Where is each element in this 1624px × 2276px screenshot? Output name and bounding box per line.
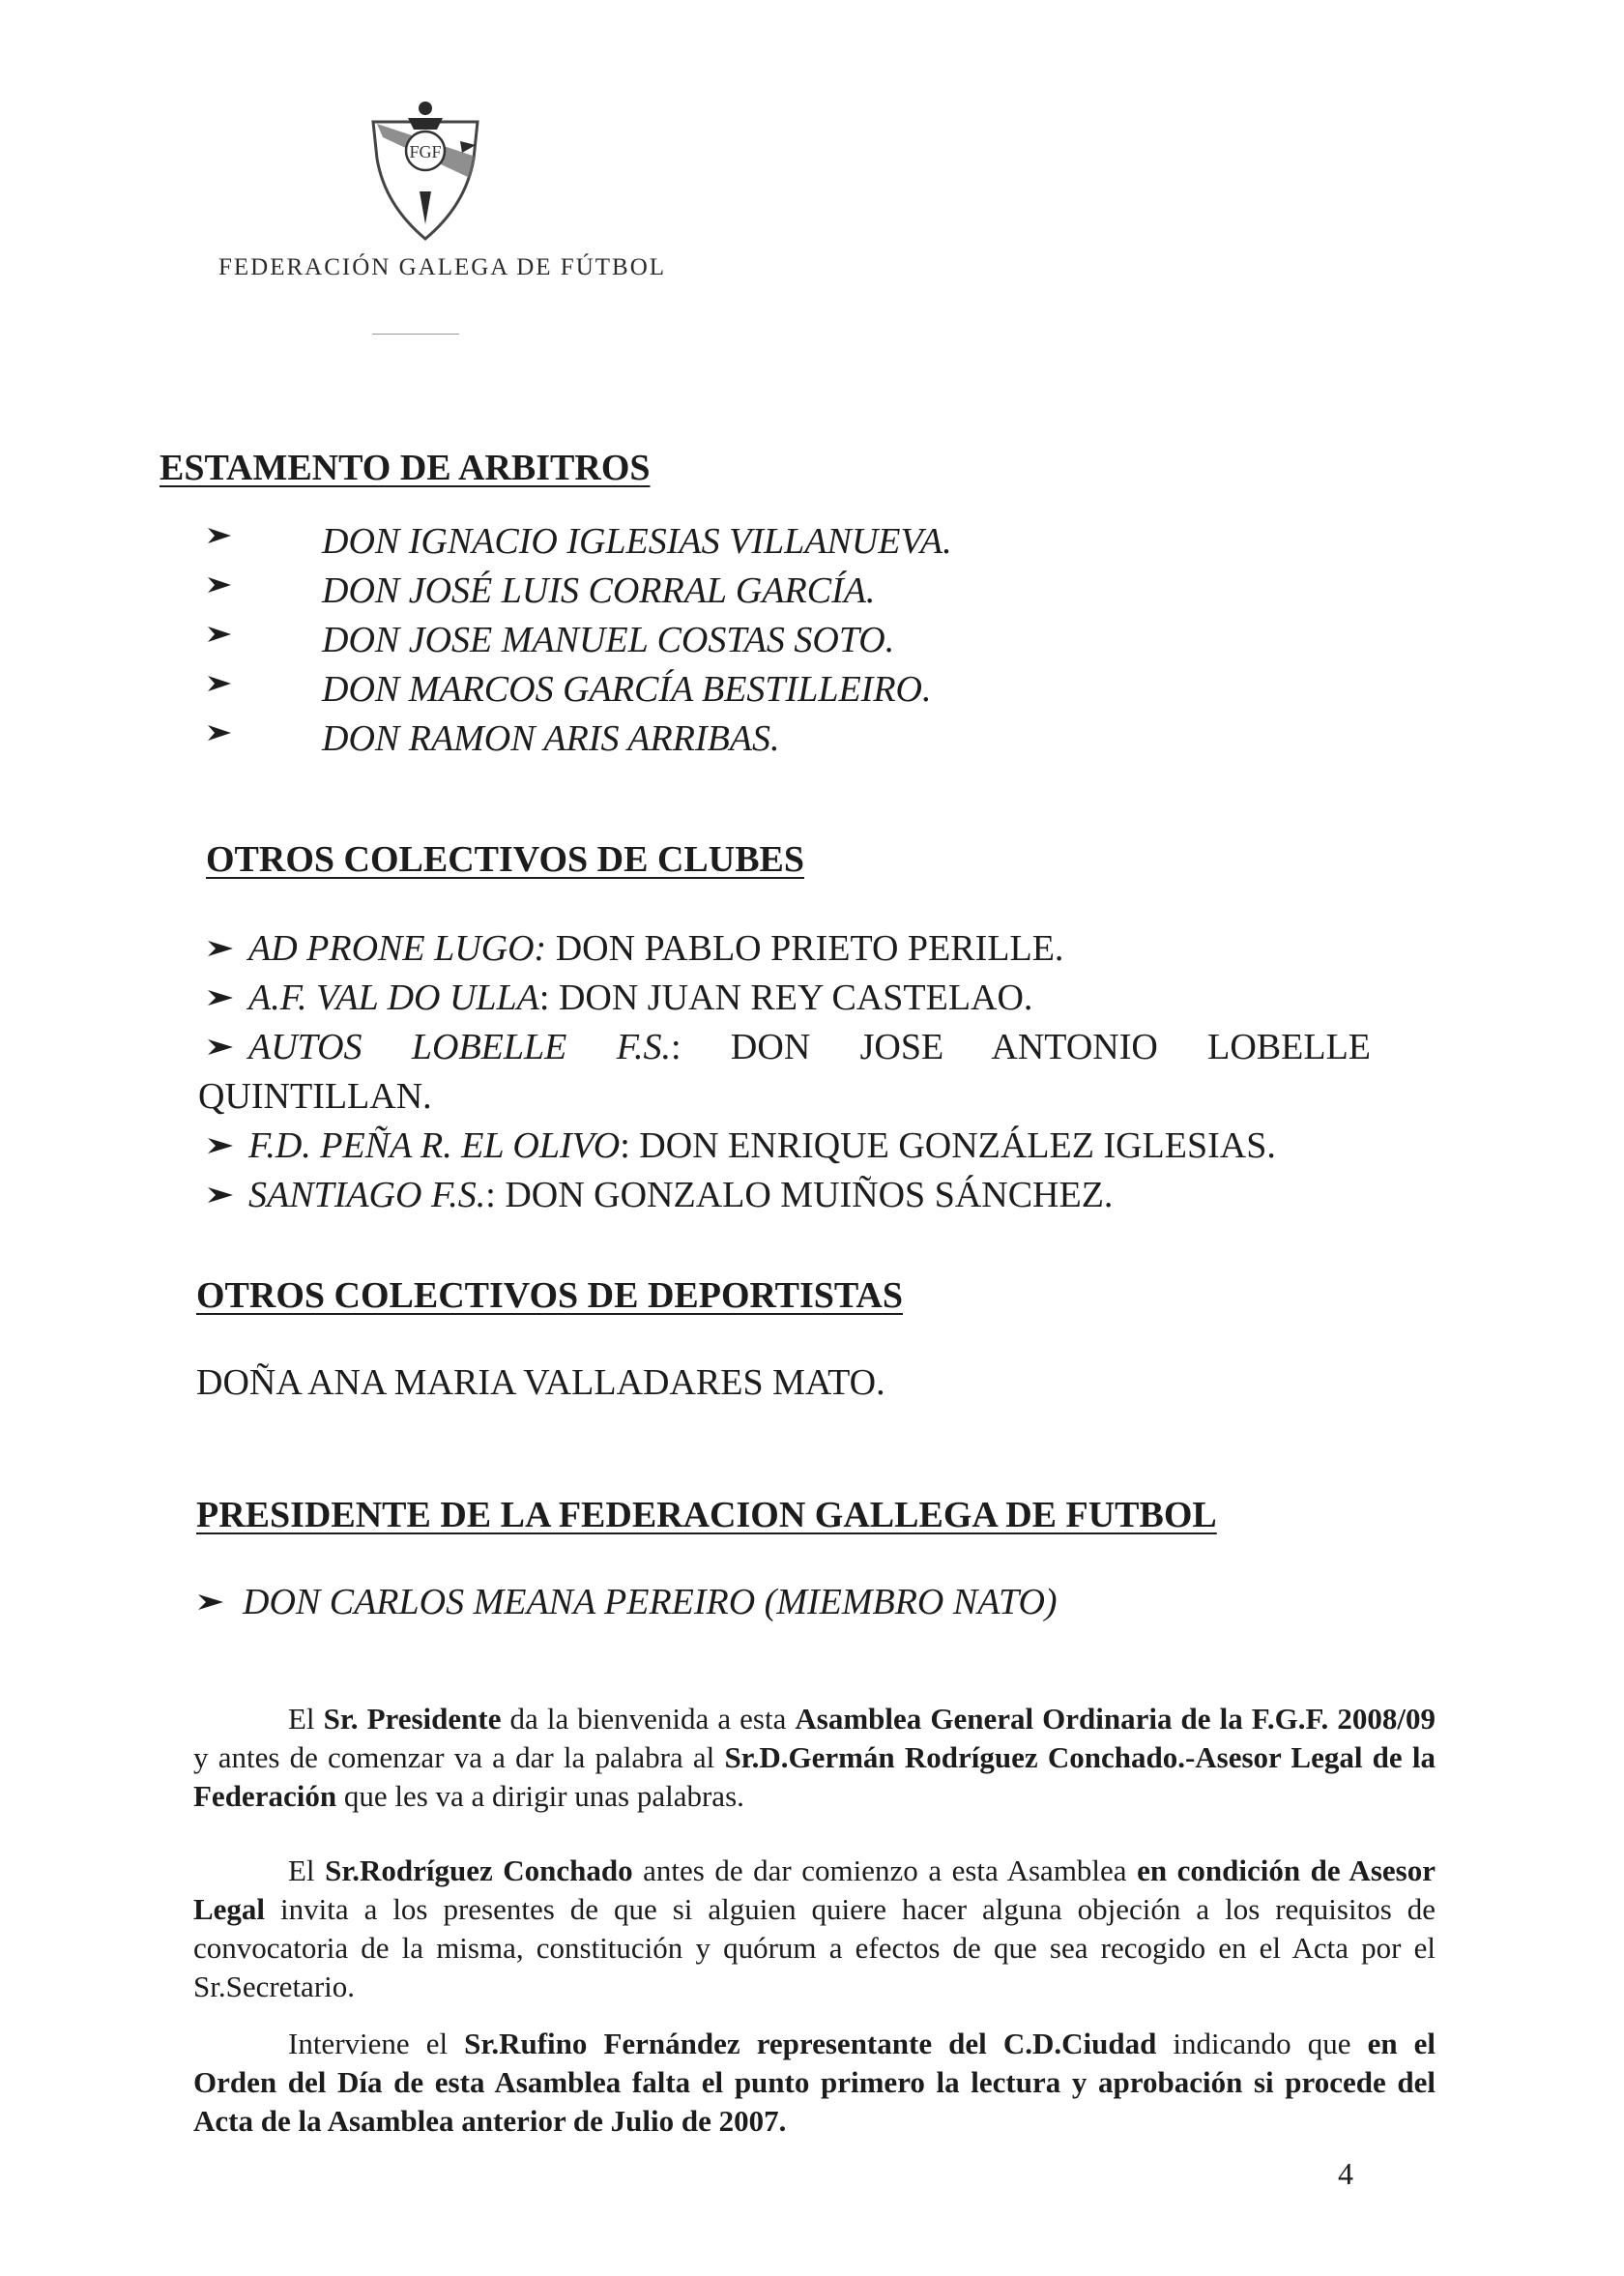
arrowhead-bullet-icon [206, 668, 235, 701]
list-item [206, 1025, 1371, 1069]
club-representative: DON PABLO PRIETO PERILLE. [546, 928, 1064, 969]
club-name: F.D. PEÑA R. EL OLIVO [248, 1125, 621, 1166]
referee-name: DON MARCOS GARCÍA BESTILLEIRO. [322, 669, 932, 710]
heading-arbitros: ESTAMENTO DE ARBITROS [160, 448, 651, 488]
arrowhead-bullet-icon [206, 933, 237, 962]
club-representative: : DON ENRIQUE GONZÁLEZ IGLESIAS. [620, 1125, 1276, 1166]
heading-deportistas: OTROS COLECTIVOS DE DEPORTISTAS [196, 1275, 903, 1316]
header-divider [372, 334, 459, 335]
arrowhead-bullet-icon [206, 982, 237, 1011]
referee-name: DON JOSÉ LUIS CORRAL GARCÍA. [322, 570, 876, 611]
club-representative: : DON JUAN REY CASTELAO. [538, 978, 1033, 1018]
club-representative: : DON JOSE ANTONIO LOBELLE [671, 1027, 1371, 1067]
arrowhead-bullet-icon [206, 520, 235, 553]
arrowhead-bullet-icon [206, 1032, 237, 1061]
club-name: SANTIAGO F.S. [248, 1175, 486, 1215]
arrowhead-bullet-icon [206, 717, 235, 750]
list-item [206, 1173, 1371, 1217]
arrowhead-bullet-icon [206, 1130, 237, 1159]
paragraph-bienvenida: El Sr. Presidente da la bienvenida a esta Asamblea General Ordinaria de la F.G.F. 2008/09 y antes de comenzar va a dar la palabra al Sr.D.Germán Rodríguez Conchado.-Asesor Legal de la Federación que les va a dirigir unas palabras. [193, 1702, 1436, 1813]
svg-text:FGF: FGF [409, 142, 442, 161]
referee-name: DON IGNACIO IGLESIAS VILLANUEVA. [322, 521, 952, 562]
arrowhead-bullet-icon [196, 1587, 227, 1616]
referee-name: DON RAMON ARIS ARRIBAS. [322, 718, 780, 759]
clubes-list [198, 926, 1371, 1222]
arrowhead-bullet-icon [206, 569, 235, 602]
club-representative-continuation: QUINTILLAN. [198, 1076, 432, 1117]
club-name: AD PRONE LUGO: [248, 928, 547, 969]
list-item [206, 926, 1371, 971]
list-item [206, 976, 1371, 1020]
federation-name: FEDERACIÓN GALEGA DE FÚTBOL [218, 254, 667, 280]
deportista-name: DOÑA ANA MARIA VALLADARES MATO. [196, 1362, 885, 1403]
arrowhead-bullet-icon [206, 619, 235, 652]
club-representative: : DON GONZALO MUIÑOS SÁNCHEZ. [485, 1175, 1114, 1215]
president-name: DON CARLOS MEANA PEREIRO (MIEMBRO NATO) [243, 1582, 1058, 1622]
paragraph-asesor-legal: El Sr.Rodríguez Conchado antes de dar comienzo a esta Asamblea en condición de Asesor Legal invita a los presentes de que si alguien quiere hacer alguna objeción a los requisitos de convocatoria de la misma, constitución y quórum a efectos de que sea recogido en el Acta por el Sr.Secretario. [193, 1853, 1436, 2003]
federation-crest-logo [369, 99, 485, 244]
club-name: AUTOS LOBELLE F.S. [248, 1027, 672, 1067]
list-item [206, 1123, 1371, 1168]
heading-clubes: OTROS COLECTIVOS DE CLUBES [206, 839, 805, 880]
club-name: A.F. VAL DO ULLA [248, 978, 539, 1018]
arrowhead-bullet-icon [206, 1180, 237, 1209]
list-item [196, 1581, 1058, 1623]
referee-name: DON JOSE MANUEL COSTAS SOTO. [322, 620, 895, 660]
paragraph-intervencion: Interviene el Sr.Rufino Fernández representante del C.D.Ciudad indicando que en el Orden del Día de esta Asamblea falta el punto primero la lectura y aprobación si procede del Acta de la Asamblea anterior de Julio de 2007. [193, 2027, 1436, 2138]
page-number: 4 [1338, 2156, 1353, 2191]
heading-presidente: PRESIDENTE DE LA FEDERACION GALLEGA DE FUTBOL [196, 1495, 1217, 1535]
